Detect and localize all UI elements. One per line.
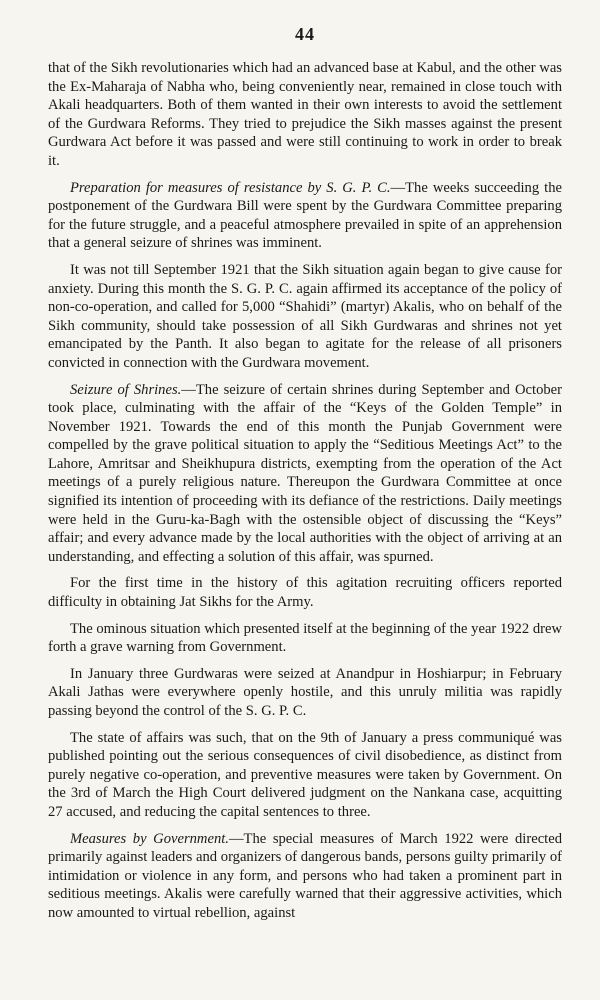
paragraph-9 — [48, 830, 562, 923]
paragraph-text: It was not till September 1921 that the Sikh situation again began to give cause for anxiety. During this month the S. G. P. C. again affirmed its acceptance of the policy of non-co-operation, and called for 5,000 “Shahidi” (martyr) Akalis, who on behalf of the Sikh community, should take possession of all Sikh Gurdwaras and shrines not yet emancipated by the Panth. It also began to agitate for the release of all prisoners convicted in connection with the Gurdwara movement. — [48, 261, 562, 371]
paragraph-4 — [48, 381, 562, 567]
section-heading-preparation: Preparation for measures of resistance by S. G. P. C. — [70, 179, 391, 196]
section-heading-seizure: Seizure of Shrines. — [70, 381, 182, 398]
paragraph-text: —The seizure of certain shrines during September and October took place, culminating with the affair of the “Keys of the Golden Temple” in November 1921. Towards the end of this month the Punjab Government were compelled by the grave political situation to apply the “Seditious Meetings Act” to the Lahore, Amritsar and Sheikhupura districts, exempting from the operation of the Act meetings of a purely religious nature. Thereupon the Gurdwara Committee at once signified its intention of proceeding with its defiance of the restrictions. Daily meetings were held in the Guru-ka-Bagh with the ostensible object of discussing the “Keys” affair; and every advance made by the local authorities with the object of arriving at an understanding, and effecting a solution of this affair, was spurned. — [48, 381, 563, 565]
section-heading-measures: Measures by Government. — [70, 830, 229, 847]
paragraph-text: —The weeks succeeding the postponement of the Gurdwara Bill were spent by the Gurdwara Committee preparing for the future struggle, and a peaceful atmosphere prevailed in spite of an apprehension that a general seizure of shrines was imminent. — [48, 179, 562, 252]
paragraph-2 — [48, 179, 562, 253]
paragraph-text: The state of affairs was such, that on the 9th of January a press communiqué was published pointing out the serious consequences of civil disobedience, as distinct from purely negative co-operation, and preventive measures were taken by Government. On the 3rd of March the High Court delivered judgment on the Nankana case, acquitting 27 accused, and reducing the capital sentences to three. — [48, 729, 562, 820]
paragraph-text: In January three Gurdwaras were seized at Anandpur in Hoshiarpur; in February Akali Jathas were everywhere openly hostile, and this unruly militia was rapidly passing beyond the control of the S. G. P. C. — [48, 665, 562, 719]
paragraph-3 — [48, 261, 562, 373]
paragraph-1 — [48, 59, 562, 171]
paragraph-5 — [48, 574, 562, 611]
paragraph-text: —The special measures of March 1922 were directed primarily against leaders and organizers of dangerous bands, persons guilty primarily of intimidation or violence in any form, and persons who had taken a prominent part in seditious meetings. Akalis were carefully warned that their aggressive activities, which now amounted to virtual rebellion, against — [48, 830, 562, 921]
paragraph-8 — [48, 729, 562, 822]
paragraph-text: For the first time in the history of this agitation recruiting officers reported difficulty in obtaining Jat Sikhs for the Army. — [48, 575, 562, 611]
paragraph-6 — [48, 620, 562, 657]
page-number: 44 — [295, 24, 315, 44]
paragraph-text: that of the Sikh revolutionaries which had an advanced base at Kabul, and the other was the Ex-Maharaja of Nabha who, being conveniently near, remained in close touch with Akali headquarters. Both of them wanted in their own interests to avoid the settlement of the Gurdwara Reforms. They tried to prejudice the Sikh masses against the present Gurdwara Act before it was passed and were still continuing to work in order to break it. — [48, 60, 562, 169]
paragraph-7 — [48, 665, 562, 721]
paragraph-text: The ominous situation which presented itself at the beginning of the year 1922 drew forth a grave warning from Government. — [48, 620, 562, 656]
